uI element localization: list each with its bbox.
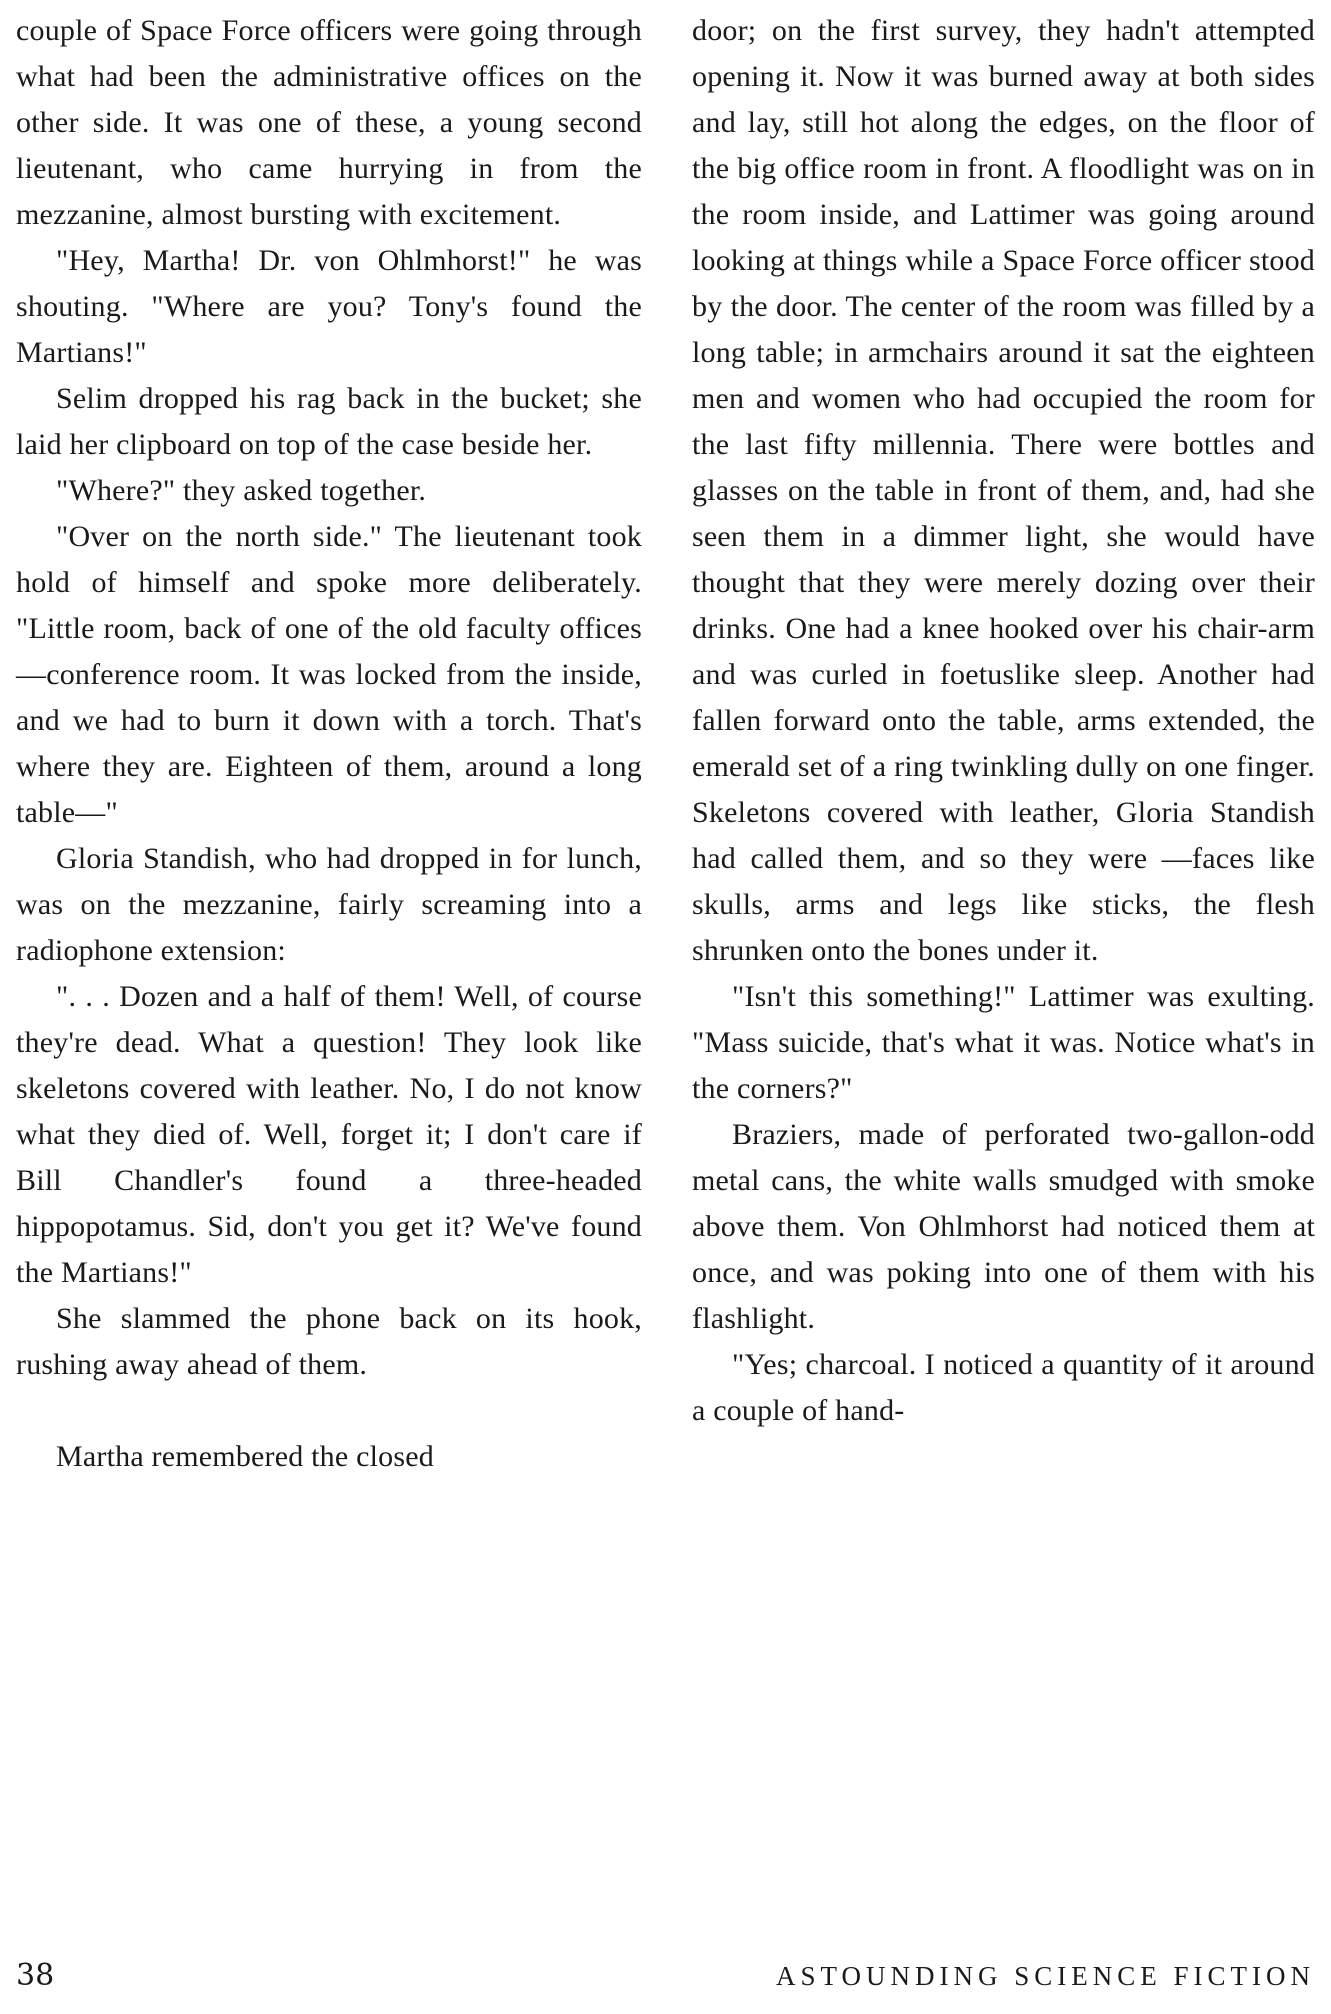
paragraph-right-3: Braziers, made of perforated two-gallon-odd metal cans, the white walls smudged with smoke above them. Von Ohlmhorst had noticed them at once, and was poking into one of them with his flashlight. xyxy=(692,1118,1315,1335)
paragraph-right-4: "Yes; charcoal. I noticed a quantity of it around a couple of hand- xyxy=(692,1348,1315,1427)
paragraph-right-2: "Isn't this something!" Lattimer was exulting. "Mass suicide, that's what it was. Notice what's in the corners?" xyxy=(692,980,1315,1105)
right-column xyxy=(692,8,1315,1434)
running-title: ASTOUNDING SCIENCE FICTION xyxy=(775,1961,1315,1991)
paragraph-left-2: "Hey, Martha! Dr. von Ohlmhorst!" he was shouting. "Where are you? Tony's found the Martians!" xyxy=(16,244,642,369)
page-number: 38 xyxy=(16,1958,55,1993)
page-footer xyxy=(16,1954,1315,1998)
left-column xyxy=(16,8,642,1480)
paragraph-left-1: couple of Space Force officers were going through what had been the administrative offices on the other side. It was one of these, a young second lieutenant, who came hurrying in from the mezzanine, almost bursting with excitement. xyxy=(16,14,642,231)
paragraph-right-1: door; on the first survey, they hadn't attempted opening it. Now it was burned away at both sides and lay, still hot along the edges, on the floor of the big office room in front. A floodlight was on in the room inside, and Lattimer was going around looking at things while a Space Force officer stood by the door. The center of the room was filled by a long table; in armchairs around it sat the eighteen men and women who had occupied the room for the last fifty millennia. There were bottles and glasses on the table in front of them, and, had she seen them in a dimmer light, she would have thought that they were merely dozing over their drinks. One had a knee hooked over his chair-arm and was curled in foetuslike sleep. Another had fallen forward onto the table, arms extended, the emerald set of a ring twinkling dully on one finger. Skeletons covered with leather, Gloria Standish had called them, and so they were —faces like skulls, arms and legs like sticks, the flesh shrunken onto the bones under it. xyxy=(692,14,1315,967)
paragraph-left-7: ". . . Dozen and a half of them! Well, of course they're dead. What a question! They look like skeletons covered with leather. No, I do not know what they died of. Well, forget it; I don't care if Bill Chandler's found a three-headed hippopotamus. Sid, don't you get it? We've found the Martians!" xyxy=(16,980,642,1289)
paragraph-left-4: "Where?" they asked together. xyxy=(56,474,427,507)
paragraph-left-3: Selim dropped his rag back in the bucket; she laid her clipboard on top of the case beside her. xyxy=(16,382,642,461)
paragraph-left-6: Gloria Standish, who had dropped in for lunch, was on the mezzanine, fairly screaming into a radiophone extension: xyxy=(16,842,642,967)
paragraph-left-9: Martha remembered the closed xyxy=(56,1440,434,1473)
paragraph-left-5: "Over on the north side." The lieutenant took hold of himself and spoke more deliberately. "Little room, back of one of the old faculty offices—conference room. It was locked from the inside, and we had to burn it down with a torch. That's where they are. Eighteen of them, around a long table—" xyxy=(16,520,642,829)
paragraph-left-8: She slammed the phone back on its hook, rushing away ahead of them. xyxy=(16,1302,642,1381)
